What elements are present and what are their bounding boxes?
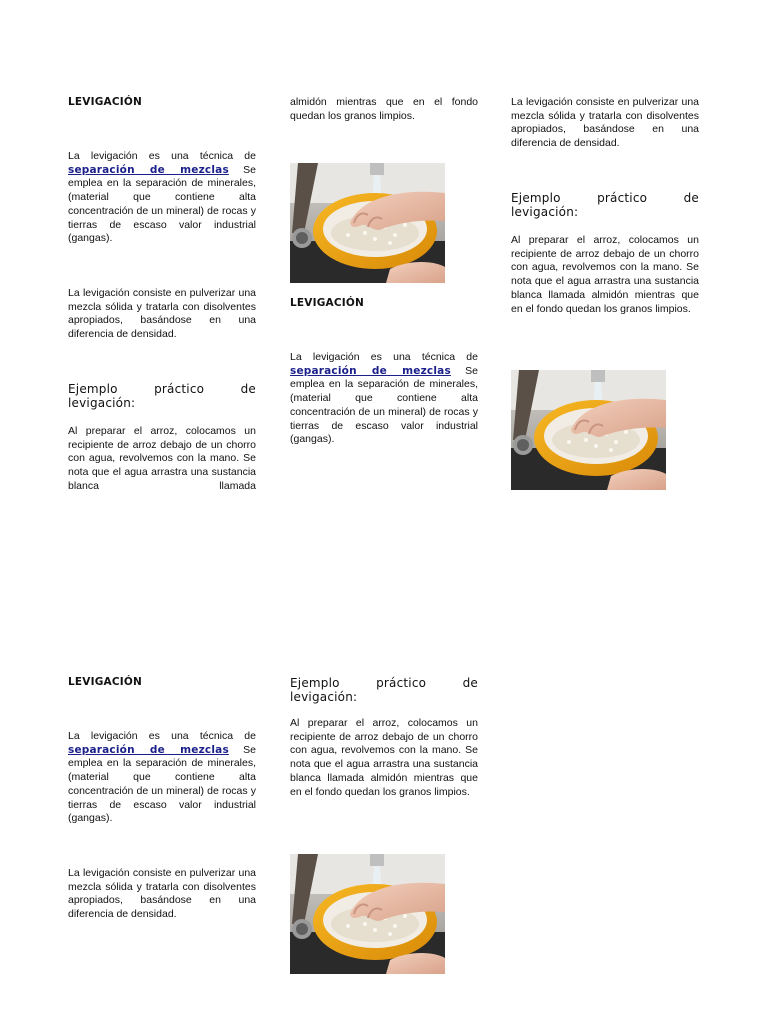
intro-block bbox=[68, 150, 256, 246]
ejemplo-paragraph-part2: almidón mientras que en el fondo quedan los granos limpios. bbox=[290, 96, 478, 122]
separacion-mezclas-link[interactable]: separación de mezclas bbox=[290, 364, 451, 377]
ejemplo-part1-block bbox=[68, 425, 256, 494]
consiste-block bbox=[68, 287, 256, 342]
consiste-block bbox=[511, 96, 699, 151]
intro-block bbox=[290, 351, 478, 447]
consiste-paragraph: La levigación consiste en pulverizar una mezcla sólida y tratarla con disolventes apropiados, basándose en una diferencia de densidad. bbox=[511, 96, 699, 150]
ejemplo-paragraph: Al preparar el arroz, colocamos un recipiente de arroz debajo de un chorro con agua, revolvemos con la mano. Se nota que el agua arrastra una sustancia blanca llamada almidón mientras que en el fondo quedan los granos limpios. bbox=[511, 234, 699, 315]
rice-washing-photo bbox=[511, 370, 666, 490]
section-heading: LEVIGACIÓN bbox=[68, 676, 142, 688]
separacion-mezclas-link[interactable]: separación de mezclas bbox=[68, 743, 229, 756]
heading-block bbox=[68, 96, 256, 108]
ejemplo-heading-block bbox=[68, 382, 256, 410]
rice-washing-photo bbox=[290, 163, 445, 283]
separacion-mezclas-link[interactable]: separación de mezclas bbox=[68, 163, 229, 176]
ejemplo-paragraph: Al preparar el arroz, colocamos un recipiente de arroz debajo de un chorro con agua, revolvemos con la mano. Se nota que el agua arrastra una sustancia blanca llamada almidón mientras que en el fondo quedan los granos limpios. bbox=[290, 717, 478, 798]
intro-paragraph: La levigación es una técnica de separación de mezclas Se emplea en la separación de minerales, (material que contiene alta concentración de un mineral) de rocas y tierras de escaso valor industrial (gangas). bbox=[68, 150, 257, 245]
heading-block bbox=[290, 297, 478, 309]
ejemplo-heading-block bbox=[511, 191, 699, 219]
consiste-paragraph: La levigación consiste en pulverizar una mezcla sólida y tratarla con disolventes apropiados, basándose en una diferencia de densidad. bbox=[68, 867, 256, 921]
section-heading: LEVIGACIÓN bbox=[68, 96, 142, 108]
ejemplo-full-block bbox=[290, 717, 478, 799]
ejemplo-heading: Ejemplo práctico de levigación: bbox=[511, 191, 699, 219]
ejemplo-heading: Ejemplo práctico de levigación: bbox=[68, 382, 256, 410]
ejemplo-part2-block bbox=[290, 96, 478, 123]
rice-washing-photo bbox=[290, 854, 445, 974]
consiste-paragraph: La levigación consiste en pulverizar una mezcla sólida y tratarla con disolventes apropiados, basándose en una diferencia de densidad. bbox=[68, 287, 256, 341]
intro-paragraph: La levigación es una técnica de separación de mezclas Se emplea en la separación de minerales, (material que contiene alta concentración de un mineral) de rocas y tierras de escaso valor industrial (gangas). bbox=[68, 730, 257, 825]
ejemplo-full-block bbox=[511, 234, 699, 316]
section-heading: LEVIGACIÓN bbox=[290, 297, 364, 309]
consiste-block bbox=[68, 867, 256, 922]
intro-block bbox=[68, 730, 256, 826]
ejemplo-heading-block bbox=[290, 676, 478, 704]
ejemplo-paragraph-part1: Al preparar el arroz, colocamos un recipiente de arroz debajo de un chorro con agua, revolvemos con la mano. Se nota que el agua arrastra una sustancia blanca llamada bbox=[68, 425, 256, 492]
heading-block bbox=[68, 676, 256, 688]
ejemplo-heading: Ejemplo práctico de levigación: bbox=[290, 676, 478, 704]
intro-paragraph: La levigación es una técnica de separación de mezclas Se emplea en la separación de minerales, (material que contiene alta concentración de un mineral) de rocas y tierras de escaso valor industrial (gangas). bbox=[290, 351, 479, 446]
